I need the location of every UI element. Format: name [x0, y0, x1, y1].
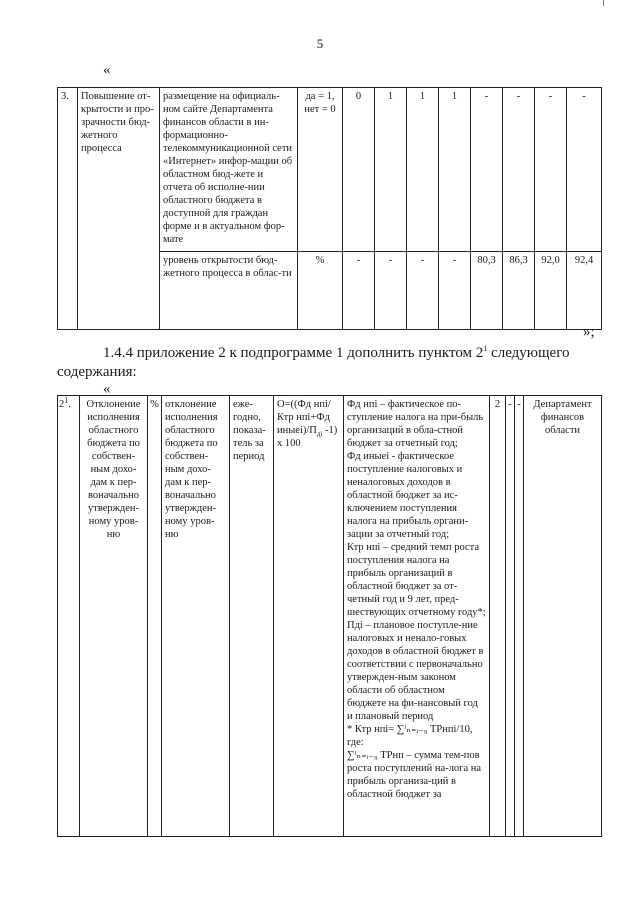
open-quote-1: «	[103, 62, 111, 78]
amendment-paragraph	[103, 344, 603, 363]
paragraph-line-2: содержания:	[57, 364, 137, 380]
indicators-table-2	[57, 395, 602, 837]
explanation	[344, 396, 490, 837]
value-cell: -	[567, 88, 602, 252]
value-cell: 1	[439, 88, 471, 252]
value-cell: -	[343, 251, 375, 329]
paragraph-text-2: следующего	[487, 345, 570, 361]
responsible-department: Департамент финансов области	[524, 396, 602, 837]
explanation-fd-other: Фд иныеi - фактическое поступление налоговых и неналоговых доходов в областной бюджет за ис-ключением поступления налога на прибыль органи-зации за отчетный год;	[347, 451, 469, 540]
value-cell: 92,4	[567, 251, 602, 329]
value-cell: 1	[407, 88, 439, 252]
indicator-name-1: размещение на официаль-ном сайте Департамента финансов области в ин-формационно-телекоммуникационной сети «Интернет» инфор-мации об областном бюд-жете и отчета об исполне-нии областного бюджета в доступной для граждан форме и в актуальном фор-мате	[160, 88, 298, 252]
formula-text-a: O=((Фд нпi/Ктр нпi+Фд иныеi)/П	[277, 399, 331, 436]
explanation-pd: Пдi – плановое поступле-ние налоговых и ненало-говых доходов в областной бюджет в соответствии с первоначально утвержден-ным законом области об областном бюджете на фи-нансовый год и плановый период	[347, 620, 484, 722]
value-cell: 1	[375, 88, 407, 252]
formula-text-b: -1) x 100	[277, 425, 338, 449]
task-name: Повышение от-крытости и про-зрачности бюд-жетного процесса	[78, 88, 160, 330]
explanation-where: где:	[347, 737, 364, 748]
column-c: -	[515, 396, 524, 837]
value-cell: -	[535, 88, 567, 252]
value-cell: -	[503, 88, 535, 252]
item-number	[58, 396, 80, 837]
open-quote-2: «	[103, 381, 111, 397]
item-number-main: 2	[59, 399, 65, 410]
paragraph-text-1: 1.4.4 приложение 2 к подпрограмме 1 дополнить пунктом 2	[103, 345, 484, 361]
formula-subscript: дi	[316, 430, 323, 439]
unit: %	[148, 396, 162, 837]
item-number-superscript: 1	[64, 395, 69, 405]
value-cell: -	[375, 251, 407, 329]
value-cell: 92,0	[535, 251, 567, 329]
periodicity: еже-годно, показа-тель за период	[230, 396, 274, 837]
explanation-ktr-formula: * Ктр нпi= ∑ⁱₙ₌ᵢ₋₉ ТРнпi/10,	[347, 724, 473, 735]
page-number: 5	[316, 36, 324, 51]
paragraph-superscript: 1	[483, 344, 488, 353]
indicator-name: Отклонение исполнения областного бюджета по собствен-ным дохо-дам к пер-воначально утвержден-ному уров-ню	[80, 396, 148, 837]
value-cell: 80,3	[471, 251, 503, 329]
explanation-fd-np: Фд нпi – фактическое по-ступление налога на при-быль организаций в обла-стной бюджет за отчетный год;	[347, 399, 484, 449]
formula	[274, 396, 344, 837]
indicators-table-1	[57, 87, 602, 330]
explanation-sum: ∑ⁱₙ₌ᵢ₋₉ ТРнп – сумма тем-пов роста поступлений на-лога на прибыль организа-ций в областной бюджет за	[347, 750, 482, 800]
indicator-name-2: уровень открытости бюд-жетного процесса в облас-ти	[160, 251, 298, 329]
item-number-dot: .	[68, 399, 71, 410]
close-quote: »;	[583, 324, 595, 340]
unit-1: да = 1, нет = 0	[298, 88, 343, 252]
value-cell: -	[407, 251, 439, 329]
indicator-definition: отклонение исполнения областного бюджета по собствен-ным дохо-дам к пер-воначально утвержден-ному уров-ню	[162, 396, 230, 837]
value-cell: -	[439, 251, 471, 329]
column-a: 2	[490, 396, 506, 837]
value-cell: 86,3	[503, 251, 535, 329]
unit-2: %	[298, 251, 343, 329]
explanation-ktr: Ктр нпi – средний темп роста поступления налога на прибыль организаций в областной бюджет за от-четный год и 9 лет, пред-шествующих отчетному году*;	[347, 542, 486, 618]
value-cell: 0	[343, 88, 375, 252]
row-number: 3.	[58, 88, 78, 330]
value-cell: -	[471, 88, 503, 252]
column-b: -	[506, 396, 515, 837]
scan-edge-mark	[603, 0, 604, 6]
